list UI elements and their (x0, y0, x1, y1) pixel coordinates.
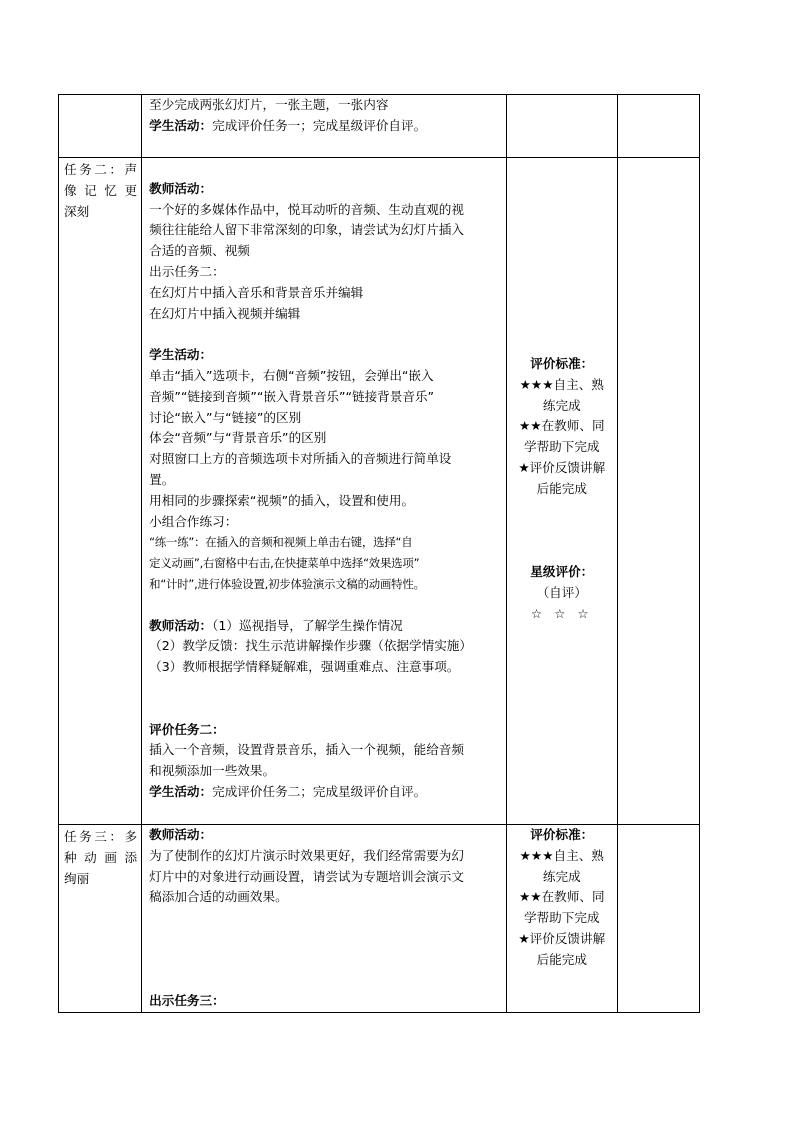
show-task-label: 出示任务三： (149, 993, 225, 1009)
text-line: 合适的音频、视频 (149, 243, 250, 259)
text-line: 置。 (149, 471, 175, 487)
notes-cell (617, 825, 699, 1013)
text-line: 一个好的多媒体作品中，悦耳动听的音频、生动直观的视 (149, 201, 464, 217)
activity-cell (142, 95, 507, 158)
task-cell (59, 158, 142, 825)
text-line: （3）教师根据学情释疑解难，强调重难点、注意事项。 (149, 659, 460, 675)
criteria-line: 后能完成 (536, 480, 587, 496)
teacher-activity-label: 教师活动： (149, 827, 213, 842)
text-line: 至少完成两张幻灯片，一张主题，一张内容 (149, 97, 389, 112)
task-cell (59, 825, 142, 1013)
student-activity-text: 完成评价任务一；完成星级评价自评。 (212, 117, 427, 133)
criteria-line: 学帮助下完成 (523, 910, 600, 926)
table-row-task1-end (59, 95, 700, 158)
practice-line: 定义动画”,右窗格中右击,在快捷菜单中选择“效果选项” (149, 556, 420, 571)
lesson-plan-table (58, 94, 700, 1013)
text-line: 插入一个音频，设置背景音乐，插入一个视频，能给音频 (149, 742, 464, 758)
criteria-line: 学帮助下完成 (523, 439, 600, 455)
self-evaluation-label: （自评） (536, 584, 587, 600)
criteria-line: ★评价反馈讲解 (518, 930, 606, 946)
activity-cell (142, 825, 507, 1013)
empty-star-icons: ☆ ☆ ☆ (530, 605, 593, 621)
task-title-line: 种动画添 (64, 849, 138, 865)
star-rating-label: 星级评价： (530, 563, 594, 579)
student-activity (149, 782, 500, 803)
task-title-line: 像记忆更 (64, 182, 138, 198)
table-row-task2 (59, 158, 700, 825)
criteria-label: 评价标准： (530, 356, 594, 371)
text-line: 频往往能给人留下非常深刻的印象，请尝试为幻灯片插入 (149, 222, 464, 238)
text-line: 对照窗口上方的音频选项卡对所插入的音频进行简单设 (149, 451, 452, 467)
teacher-activity-label: 教师活动： (149, 617, 213, 633)
text-line: 稿添加合适的动画效果。 (149, 889, 288, 905)
criteria-line: ★评价反馈讲解 (518, 459, 606, 475)
notes-cell (617, 158, 699, 825)
teacher-activity-label: 教师活动： (149, 180, 213, 196)
criteria-line: ★★在教师、同 (518, 418, 605, 434)
task-title-line: 任务三：多 (64, 829, 138, 844)
text-line: 体会“音频”与“背景音乐”的区别 (149, 430, 327, 446)
task-title-line: 任务二：声 (64, 162, 138, 177)
activity-cell (142, 158, 507, 825)
student-activity-label: 学生活动： (149, 117, 213, 133)
practice-line: 和“计时”,进行体验设置,初步体验演示文稿的动画特性。 (149, 576, 425, 591)
evaluation-cell (506, 158, 617, 825)
evaluation-cell (506, 825, 617, 1013)
text-line: 用相同的步骤探索“视频”的插入，设置和使用。 (149, 492, 415, 508)
text-line: （2）教学反馈：找生示范讲解操作步骤（依据学情实施） (149, 638, 472, 654)
teacher-activity-2 (149, 616, 500, 637)
criteria-line: ★★★自主、熟 (519, 847, 604, 863)
text-line: 单击“插入”选项卡，右侧“音频”按钮，会弹出“嵌入 (149, 367, 434, 383)
criteria-line: 练完成 (542, 397, 581, 413)
criteria-label: 评价标准： (530, 827, 594, 842)
criteria-line: ★★★自主、熟 (519, 376, 604, 392)
task-cell (59, 95, 142, 158)
text-line: 灯片中的对象进行动画设置，请尝试为专题培训会演示文 (149, 868, 464, 884)
student-activity-label: 学生活动： (149, 783, 213, 799)
text-line: 出示任务二： (149, 263, 225, 279)
practice-line: “练一练”：在插入的音频和视频上单击右键，选择“自 (149, 535, 413, 550)
criteria-line: 后能完成 (536, 951, 587, 967)
evaluation-cell (506, 95, 617, 158)
text-line: （1）巡视指导，了解学生操作情况 (212, 617, 403, 633)
evaluation-task-label: 评价任务二： (149, 721, 225, 737)
student-activity-label: 学生活动： (149, 347, 213, 363)
task-title-line: 绚丽 (64, 870, 90, 886)
text-line: 音频”“链接到音频”“嵌入背景音乐”“链接背景音乐” (149, 388, 435, 404)
table-row-task3 (59, 825, 700, 1013)
text-line: 在幻灯片中插入音乐和背景音乐并编辑 (149, 284, 364, 300)
criteria-line: ★★在教师、同 (518, 889, 605, 905)
text-line: 小组合作练习： (149, 513, 238, 529)
notes-cell (617, 95, 699, 158)
text-line: 和视频添加一些效果。 (149, 763, 276, 779)
text-line: 在幻灯片中插入视频并编辑 (149, 305, 301, 321)
text-line: 为了使制作的幻灯片演示时效果更好，我们经常需要为幻 (149, 847, 464, 863)
task-title-line: 深刻 (64, 203, 90, 219)
text-line: 讨论“嵌入”与“链接”的区别 (149, 409, 302, 425)
student-activity (149, 116, 500, 137)
student-activity-text: 完成评价任务二；完成星级评价自评。 (212, 783, 427, 799)
criteria-line: 练完成 (542, 868, 581, 884)
